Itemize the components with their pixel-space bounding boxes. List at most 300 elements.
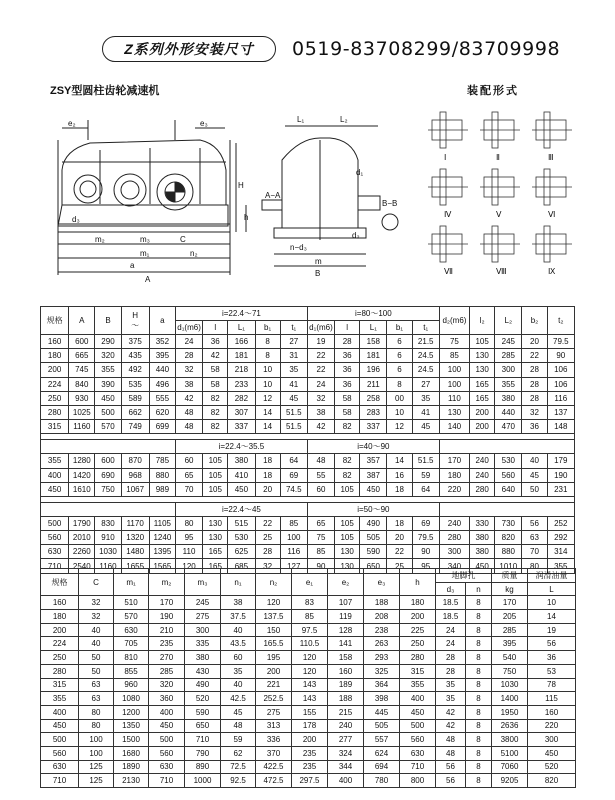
table-cell: 31 (280, 349, 307, 363)
header-1: C (79, 569, 114, 596)
table-cell: 8 (466, 678, 492, 692)
assembly-form-label: Ⅳ (444, 210, 452, 219)
label-e2: e₂ (68, 119, 76, 128)
table-cell: 340 (439, 559, 469, 573)
table-cell: 116 (280, 545, 307, 559)
table-cell: 79.5 (547, 335, 574, 349)
table-cell: 56 (528, 637, 576, 651)
table-cell: 189 (328, 678, 364, 692)
table-cell: 127 (280, 559, 307, 573)
table-cell: 20 (255, 482, 280, 496)
table-cell: 1500 (114, 733, 149, 747)
table-cell: 100 (79, 746, 114, 760)
table-cell: 231 (547, 482, 574, 496)
table-cell: 8 (255, 335, 280, 349)
table-cell: 500 (149, 733, 185, 747)
table-cell: 180 (439, 468, 469, 482)
table-cell: 22 (307, 349, 334, 363)
table-cell: 910 (95, 531, 121, 545)
table-cell: 35 (221, 664, 256, 678)
table-cell: 380 (228, 454, 255, 468)
table-cell: 285 (149, 664, 185, 678)
table-row (41, 405, 575, 419)
table-cell: 705 (114, 637, 149, 651)
table-cell: 1350 (114, 719, 149, 733)
table-cell: 80 (79, 705, 114, 719)
table-row (41, 733, 576, 747)
label-A-A: A−A (265, 191, 281, 200)
table-cell: 28 (175, 349, 202, 363)
table-cell: 225 (400, 623, 436, 637)
table-cell: 130 (203, 516, 228, 530)
table-cell: 120 (256, 596, 292, 610)
assembly-form-label: Ⅵ (548, 210, 556, 219)
table-cell: 320 (95, 349, 121, 363)
table-cell: 130 (439, 405, 469, 419)
assembly-form-2 (480, 112, 520, 162)
header-L2: L₂ (495, 307, 522, 335)
table-cell: 785 (149, 454, 175, 468)
table-cell: 235 (149, 637, 185, 651)
label-L1: L₁ (297, 115, 305, 124)
table-cell: 1025 (69, 405, 95, 419)
table-cell: 530 (228, 531, 255, 545)
front-view (58, 120, 249, 275)
table-cell: 1160 (69, 420, 95, 434)
table-cell: 344 (328, 760, 364, 774)
table-cell: 80 (522, 559, 547, 573)
table-cell: 18 (387, 482, 412, 496)
table-cell: 2130 (114, 774, 149, 788)
table-cell: 820 (528, 774, 576, 788)
table-cell: 337 (360, 420, 387, 434)
table-cell: 119 (328, 610, 364, 624)
table-cell: 200 (400, 610, 436, 624)
table-cell: 130 (470, 349, 495, 363)
table-cell: 165 (470, 391, 495, 405)
table-cell: 8 (466, 596, 492, 610)
table-cell: 380 (185, 651, 221, 665)
table-cell: 445 (364, 705, 400, 719)
table-cell: 1400 (492, 692, 528, 706)
header-spec: 规格 (41, 307, 69, 335)
table-cell: 82 (335, 420, 360, 434)
table-cell: 224 (41, 637, 79, 651)
table-cell: 6 (387, 335, 412, 349)
table-cell: 240 (470, 468, 495, 482)
table-cell: 355 (400, 678, 436, 692)
table-cell: 14 (255, 405, 280, 419)
table-cell: 205 (492, 610, 528, 624)
table-cell: 19 (528, 623, 576, 637)
header-mass: 质量 (492, 569, 528, 583)
table-row (41, 454, 575, 468)
table-cell: 155 (292, 705, 328, 719)
table-cell: 115 (528, 692, 576, 706)
table-cell: 128 (328, 623, 364, 637)
table-cell: 450 (360, 482, 387, 496)
table-cell: 530 (495, 454, 522, 468)
table-cell: 110 (439, 391, 469, 405)
table-cell: 710 (41, 559, 69, 573)
header-t2: t₂ (547, 307, 574, 335)
table-cell: 283 (360, 405, 387, 419)
table-row (41, 516, 575, 530)
table-cell: 110.5 (292, 637, 328, 651)
assembly-form-label: Ⅸ (548, 267, 556, 276)
table-cell: 5100 (492, 746, 528, 760)
table-cell: 570 (114, 610, 149, 624)
table-cell: 285 (492, 623, 528, 637)
table-cell: 630 (149, 760, 185, 774)
table-cell: 450 (470, 559, 495, 573)
table-cell: 78 (528, 678, 576, 692)
table-cell: 218 (228, 363, 255, 377)
table-cell: 450 (41, 719, 79, 733)
assembly-form-5 (480, 169, 520, 219)
section-ratio: i=22.4～35.5 (175, 440, 307, 454)
section-header (41, 440, 575, 454)
table-cell: 1420 (69, 468, 95, 482)
table-cell: 710 (149, 774, 185, 788)
table-cell: 35 (280, 363, 307, 377)
table-row (41, 705, 576, 719)
table-cell: 35 (436, 678, 466, 692)
table-cell: 32 (307, 391, 334, 405)
table-cell: 375 (121, 335, 149, 349)
table-cell: 6 (387, 349, 412, 363)
table-cell: 32 (79, 610, 114, 624)
table-cell: 90 (547, 349, 574, 363)
model-title: ZSY型圆柱齿轮减速机 (50, 85, 160, 97)
table-cell: 780 (364, 774, 400, 788)
table-cell: 158 (360, 335, 387, 349)
header-A: A (69, 307, 95, 335)
table-cell: 380 (470, 545, 495, 559)
table-cell: 400 (149, 705, 185, 719)
table-cell: 69 (412, 516, 439, 530)
table-cell: 6 (387, 363, 412, 377)
table-cell: 320 (149, 678, 185, 692)
table-cell: 510 (114, 596, 149, 610)
assembly-form-1 (428, 112, 468, 162)
table-cell: 263 (364, 637, 400, 651)
table-cell: 211 (360, 377, 387, 391)
table-cell: 97.5 (292, 623, 328, 637)
table-cell: 662 (121, 405, 149, 419)
assembly-form-7 (428, 226, 468, 276)
table-cell: 82 (203, 405, 228, 419)
table-cell: 25 (387, 559, 412, 573)
table-cell: 252.5 (256, 692, 292, 706)
table-cell: 505 (360, 531, 387, 545)
table-cell: 27 (280, 335, 307, 349)
table-cell: 240 (470, 454, 495, 468)
table-cell: 989 (149, 482, 175, 496)
table-cell: 85 (439, 349, 469, 363)
table-cell: 196 (360, 363, 387, 377)
label-d1: d₁ (356, 168, 364, 177)
table-cell: 56 (436, 760, 466, 774)
table-cell: 450 (400, 705, 436, 719)
table-cell: 357 (360, 454, 387, 468)
table-cell: 100 (439, 377, 469, 391)
table-cell: 45 (280, 391, 307, 405)
table-cell: 14 (528, 610, 576, 624)
table-cell: 8 (466, 610, 492, 624)
table-cell: 699 (149, 420, 175, 434)
table-row (41, 719, 576, 733)
table-cell: 106 (547, 363, 574, 377)
table-cell: 120 (292, 664, 328, 678)
table-cell: 48 (436, 746, 466, 760)
assembly-form-4 (428, 169, 468, 219)
table-row (41, 545, 575, 559)
table-cell: 65 (175, 468, 202, 482)
table-cell: 560 (41, 746, 79, 760)
table-cell: 208 (364, 610, 400, 624)
table-cell: 188 (364, 596, 400, 610)
table-cell: 190 (547, 468, 574, 482)
table-cell: 83 (292, 596, 328, 610)
dimension-table-2 (40, 568, 576, 788)
table-cell: 75 (439, 335, 469, 349)
table-cell: 500 (41, 516, 69, 530)
table-cell: 630 (400, 746, 436, 760)
table-cell: 800 (400, 774, 436, 788)
table-cell: 492 (121, 363, 149, 377)
table-cell: 24 (307, 377, 334, 391)
table-cell: 880 (149, 468, 175, 482)
table-cell: 570 (95, 420, 121, 434)
table-cell: 70 (522, 545, 547, 559)
table-cell: 188 (328, 692, 364, 706)
table-cell: 515 (228, 516, 255, 530)
table-cell: 280 (439, 531, 469, 545)
table-cell: 685 (228, 559, 255, 573)
table-cell: 355 (495, 377, 522, 391)
assembly-form-label: Ⅲ (548, 153, 554, 162)
table-cell: 500 (41, 733, 79, 747)
table-cell: 890 (185, 760, 221, 774)
table-cell: 22 (307, 363, 334, 377)
subheader-9: t₁ (412, 321, 439, 335)
table-cell: 36 (528, 651, 576, 665)
table-cell: 60 (221, 651, 256, 665)
table-cell: 630 (41, 545, 69, 559)
assembly-form-3 (532, 112, 572, 162)
table-cell: 555 (149, 391, 175, 405)
table-cell: 56 (522, 516, 547, 530)
table-cell: 315 (41, 678, 79, 692)
table-cell: 245 (185, 596, 221, 610)
table-cell: 490 (185, 678, 221, 692)
table-cell: 1067 (121, 482, 149, 496)
table-cell: 315 (41, 420, 69, 434)
table-cell: 1170 (121, 516, 149, 530)
assembly-title: 装配形式 (467, 85, 519, 97)
table-row (41, 349, 575, 363)
table-cell: 450 (149, 719, 185, 733)
table-cell: 105 (335, 516, 360, 530)
header-3: m₂ (149, 569, 185, 596)
table-cell: 24 (436, 637, 466, 651)
table-cell: 200 (470, 405, 495, 419)
table-cell: 80 (175, 516, 202, 530)
table-cell: 233 (228, 377, 255, 391)
table-cell: 355 (95, 363, 121, 377)
table-cell: 490 (360, 516, 387, 530)
table-cell: 20 (387, 531, 412, 545)
label-d3: d₃ (72, 215, 80, 224)
table-cell: 40 (221, 678, 256, 692)
table-cell: 50 (522, 482, 547, 496)
table-cell: 24 (436, 623, 466, 637)
table-cell: 250 (400, 637, 436, 651)
table-cell: 8 (466, 692, 492, 706)
table-cell: 85 (307, 545, 334, 559)
table-cell: 235 (292, 760, 328, 774)
table-cell: 960 (114, 678, 149, 692)
table-cell: 557 (364, 733, 400, 747)
table-cell: 00 (387, 391, 412, 405)
table-cell: 41 (412, 405, 439, 419)
table-cell: 625 (228, 545, 255, 559)
table-cell: 820 (495, 531, 522, 545)
table-row (41, 637, 576, 651)
table-cell: 64 (412, 482, 439, 496)
table-cell: 292 (547, 531, 574, 545)
table-cell: 8 (466, 719, 492, 733)
table-cell: 2010 (69, 531, 95, 545)
table-cell: 56 (436, 774, 466, 788)
table-cell: 10 (387, 405, 412, 419)
header-l2: l₂ (470, 307, 495, 335)
table-cell: 750 (95, 482, 121, 496)
table-cell: 158 (328, 651, 364, 665)
table-cell: 16 (387, 468, 412, 482)
header-10: h (400, 569, 436, 596)
table-cell: 355 (41, 454, 69, 468)
table-row (41, 468, 575, 482)
header (0, 0, 615, 80)
table-row (41, 420, 575, 434)
table-cell: 37.5 (221, 610, 256, 624)
subheader-5: d₁(m6) (307, 321, 334, 335)
label-B: B (315, 269, 321, 278)
table-cell: 280 (400, 651, 436, 665)
table-cell: 390 (95, 377, 121, 391)
table-cell: 35 (412, 391, 439, 405)
table-cell: 36 (335, 377, 360, 391)
table-row (41, 531, 575, 545)
assembly-form-label: Ⅴ (496, 210, 502, 219)
table-cell: 28 (522, 391, 547, 405)
table-cell: 395 (492, 637, 528, 651)
header-8: e₂ (328, 569, 364, 596)
subheader-7: L₁ (360, 321, 387, 335)
section-blank (439, 502, 574, 516)
table-cell: 28 (436, 664, 466, 678)
header-6: n₂ (256, 569, 292, 596)
table-cell: 398 (364, 692, 400, 706)
table-cell: 82 (203, 391, 228, 405)
label-m2: m₂ (95, 235, 105, 244)
table-cell: 1480 (121, 545, 149, 559)
table-cell: 40 (522, 454, 547, 468)
table-cell: 355 (41, 692, 79, 706)
table-cell: 335 (185, 637, 221, 651)
table-cell: 42 (175, 391, 202, 405)
table-cell: 540 (492, 651, 528, 665)
header-ratio-2: i=80～100 (307, 307, 439, 321)
table-cell: 160 (41, 596, 79, 610)
table-cell: 42 (203, 349, 228, 363)
table-cell: 968 (121, 468, 149, 482)
table-cell: 28 (522, 377, 547, 391)
series-title: Z系列外形安装尺寸 (102, 36, 276, 62)
table-cell: 79.5 (412, 531, 439, 545)
table-cell: 48 (175, 420, 202, 434)
table-cell: 880 (495, 545, 522, 559)
table-cell: 1240 (149, 531, 175, 545)
table-cell: 710 (41, 774, 79, 788)
table-cell: 336 (256, 733, 292, 747)
subheader-6: l (335, 321, 360, 335)
side-view (262, 126, 398, 266)
table-cell: 1395 (149, 545, 175, 559)
table-cell: 63 (79, 692, 114, 706)
table-cell: 435 (121, 349, 149, 363)
header-4: m₃ (185, 569, 221, 596)
table-cell: 8 (387, 377, 412, 391)
table-cell: 285 (495, 349, 522, 363)
table-cell: 240 (439, 516, 469, 530)
table-cell: 1680 (114, 746, 149, 760)
table-cell: 620 (149, 405, 175, 419)
table-cell: 180 (400, 596, 436, 610)
table-cell: 840 (69, 377, 95, 391)
table-cell: 82 (335, 454, 360, 468)
table-cell: 600 (95, 454, 121, 468)
table-cell: 22 (255, 516, 280, 530)
table-cell: 8 (466, 637, 492, 651)
table-cell: 143 (292, 678, 328, 692)
header-H-tilde: ～ (131, 320, 140, 330)
table-cell: 730 (495, 516, 522, 530)
table-cell: 370 (256, 746, 292, 760)
table-cell: 8 (466, 746, 492, 760)
table-cell: 12 (387, 420, 412, 434)
table-cell: 650 (360, 559, 387, 573)
table-cell: 170 (149, 596, 185, 610)
table-cell: 25 (255, 531, 280, 545)
table-cell: 21.5 (412, 335, 439, 349)
table-cell: 2260 (69, 545, 95, 559)
table-cell: 105 (470, 335, 495, 349)
table-cell: 48 (175, 405, 202, 419)
table-cell: 14 (255, 420, 280, 434)
table-cell: 50 (79, 651, 114, 665)
table-cell: 181 (360, 349, 387, 363)
table-cell: 8 (255, 349, 280, 363)
table-cell: 51.5 (280, 420, 307, 434)
table-cell: 53 (528, 664, 576, 678)
table-cell: 19 (307, 335, 334, 349)
table-cell: 14 (387, 454, 412, 468)
table-row (41, 482, 575, 496)
header-9: e₃ (364, 569, 400, 596)
